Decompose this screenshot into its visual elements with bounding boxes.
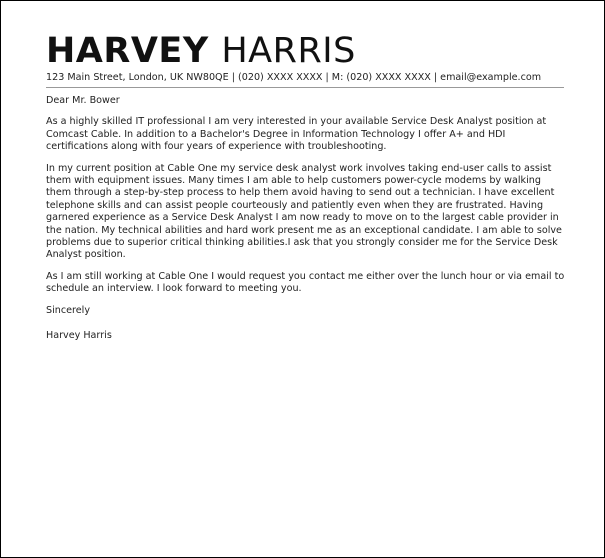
contact-line: 123 Main Street, London, UK NW80QE | (020) XXXX XXXX | M: (020) XXXX XXXX | email@example.com	[46, 72, 542, 83]
sender-last-name: HARRIS	[221, 31, 356, 71]
letterhead	[46, 31, 566, 71]
sender-first-name: HARVEY	[46, 31, 209, 71]
letter-body	[46, 95, 566, 352]
paragraph-2: In my current position at Cable One my service desk analyst work involves taking end-user calls to assist them with equipment issues. Many times I am able to help customers power-cycle modems by walking them through a step-by-step process to help them avoid having to send out a technician. I have excellent telephone skills and can assist people courteously and patiently even when they are frustrated. Having garnered experience as a Service Desk Analyst I am now ready to move on to the largest cable provider in the nation. My technical abilities and hard work present me as an exceptional candidate. I am able to solve problems due to superior critical thinking abilities.I ask that you strongly consider me for the Service Desk Analyst position.	[46, 162, 562, 261]
paragraph-3: As I am still working at Cable One I would request you contact me either over the lunch hour or via email to schedule an interview. I look forward to meeting you.	[46, 270, 565, 295]
sender-name	[46, 31, 566, 71]
paragraph-1: As a highly skilled IT professional I am very interested in your available Service Desk Analyst position at Comcast Cable. In addition to a Bachelor's Degree in Information Technology I offer A+ and HDI certifications along with four years of experience with troubleshooting.	[46, 116, 547, 153]
salutation: Dear Mr. Bower	[46, 95, 120, 106]
closing: Sincerely	[46, 304, 90, 316]
header-divider	[46, 87, 564, 88]
signature-name: Harvey Harris	[46, 330, 112, 342]
